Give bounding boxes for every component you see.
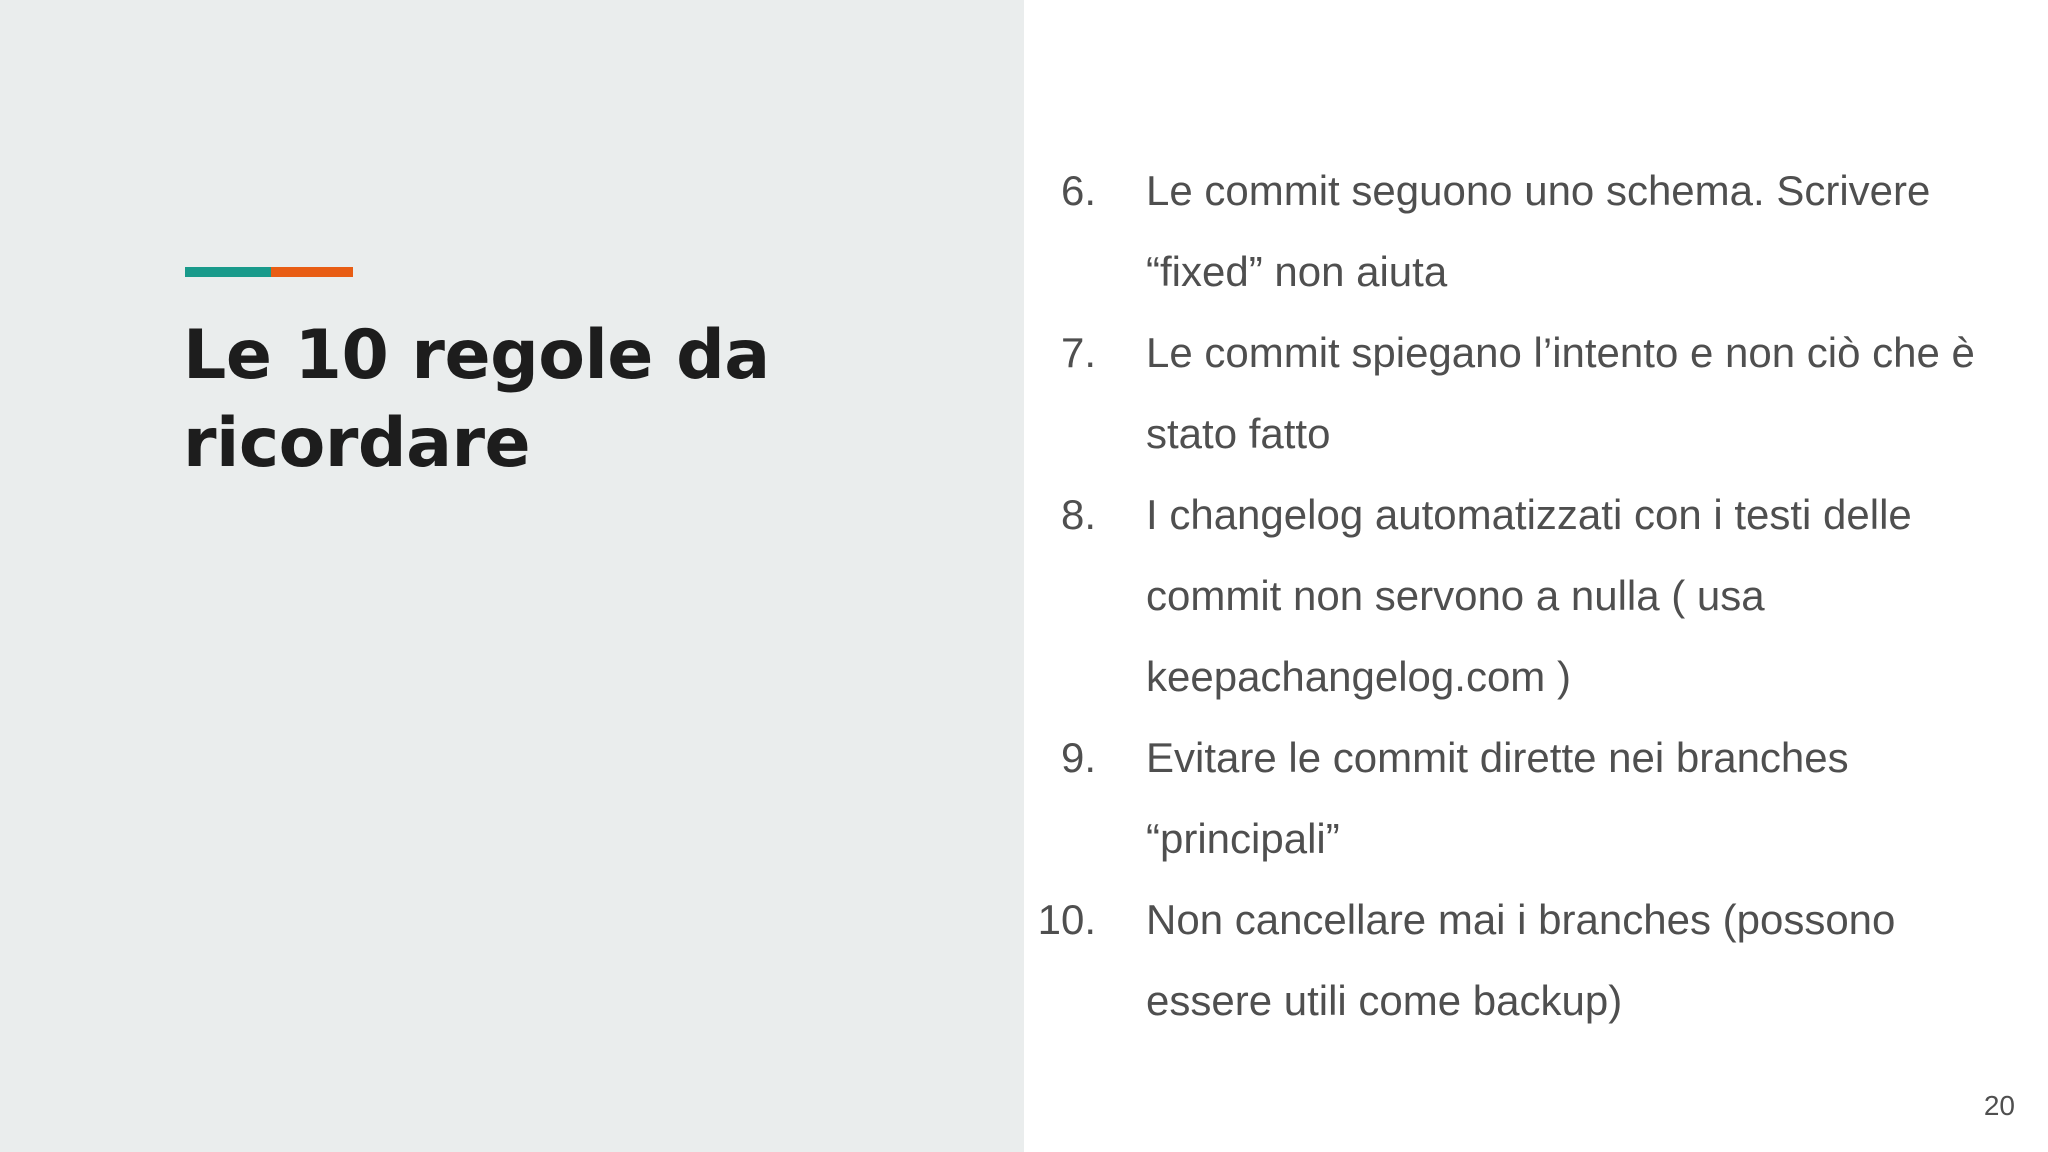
rule-text: Non cancellare mai i branches (possono essere utili come backup)	[1146, 896, 1896, 1024]
page-number: 20	[1983, 1090, 2015, 1121]
rule-text: I changelog automatizzati con i testi delle commit non servono a nulla ( usa keepachangelog.com )	[1146, 491, 1912, 700]
rules-list	[1030, 150, 2020, 1041]
slide-title: Le 10 regole da ricordare	[183, 316, 770, 483]
rule-text: Le commit spiegano l’intento e non ciò che è stato fatto	[1146, 329, 1975, 457]
rule-text: Le commit seguono uno schema. Scrivere “fixed” non aiuta	[1146, 167, 1931, 295]
rule-number: 10.	[1037, 896, 1096, 943]
rule-number: 8.	[1060, 491, 1096, 538]
rule-item	[1030, 474, 2020, 717]
rule-text: Evitare le commit dirette nei branches “principali”	[1146, 734, 1849, 862]
accent-bar-orange	[271, 267, 353, 277]
rule-item	[1030, 717, 2020, 879]
rule-number: 9.	[1060, 734, 1096, 781]
rule-item	[1030, 879, 2020, 1041]
rule-item	[1030, 150, 2020, 312]
rule-number: 6.	[1060, 167, 1096, 214]
rule-number: 7.	[1060, 329, 1096, 376]
accent-bar-teal	[185, 267, 271, 277]
accent-bar	[185, 267, 353, 277]
rule-item	[1030, 312, 2020, 474]
